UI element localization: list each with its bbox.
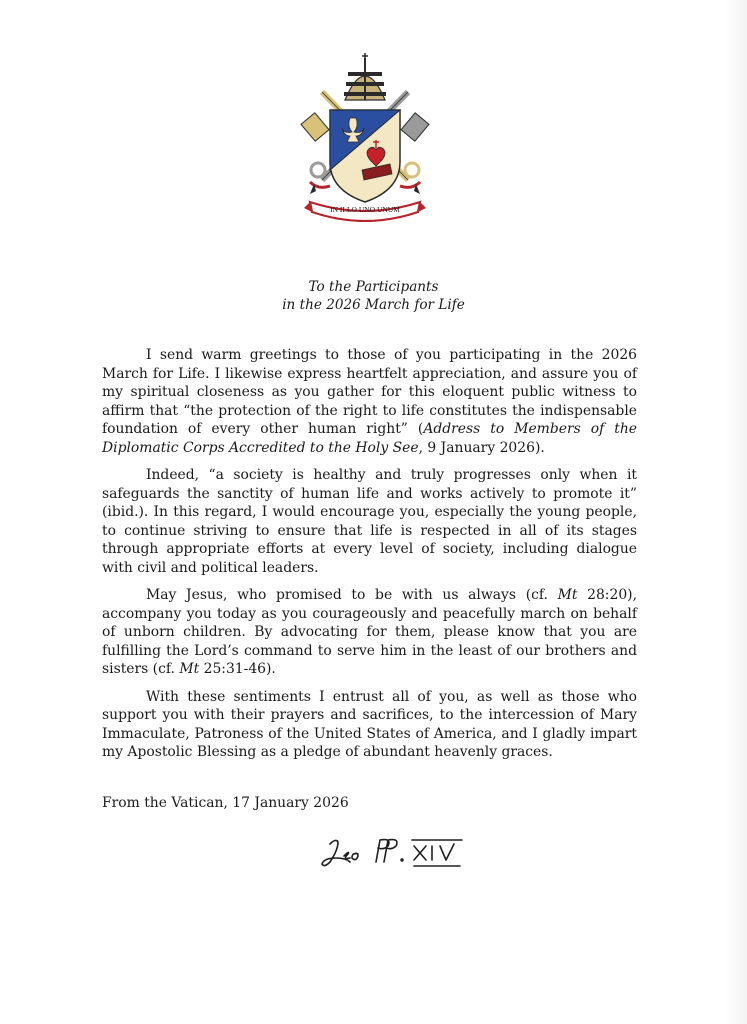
paragraph-4: With these sentiments I entrust all of you, as well as those who support you with their prayers and sacrifices, to the intercession of Mary Immaculate, Patroness of the United States of America, and I gladly impart my Apostolic Blessing as a pledge of abundant heavenly graces. xyxy=(102,688,637,760)
paragraph-1 xyxy=(102,346,637,457)
closing-date-line: From the Vatican, 17 January 2026 xyxy=(102,795,349,811)
letter-body xyxy=(102,346,637,771)
motto-ribbon xyxy=(304,202,426,221)
paragraph-2: Indeed, “a society is healthy and truly progresses only when it safeguards the sanctity of human life and works actively to promote it” (ibid.). In this regard, I would encourage you, especially the young people, to continue striving to ensure that life is respected in all of its stages through appropriate efforts at every level of society, including dialogue with civil and political leaders. xyxy=(102,467,637,576)
paragraph-1-text-end: , 9 January 2026). xyxy=(418,439,545,456)
addressee-line-1: To the Participants xyxy=(308,279,439,295)
signature-strokes xyxy=(322,840,462,866)
papal-coat-of-arms xyxy=(300,52,430,222)
paragraph-3-text-end: 25:31-46). xyxy=(199,661,276,677)
signature xyxy=(318,832,470,874)
motto-text: IN ILLO UNO UNUM xyxy=(330,205,400,214)
paragraph-3-text: May Jesus, who promised to be with us always (cf. xyxy=(146,587,558,603)
addressee-block xyxy=(0,279,747,314)
paragraph-3-ref-2: Mt xyxy=(179,661,200,677)
paragraph-1-text: I send warm greetings to those of you participating in the 2026 March for Life. I likewise express heartfelt appreciation, and assure you of my spiritual closeness as you gather for this eloquent public witness to affirm that “the protection of the right to life constitutes the indispensable foundation of every other human right” ( xyxy=(102,347,637,437)
paragraph-3 xyxy=(102,586,637,679)
paragraph-3-text-mid: 28:20), accompany you today as you courageously and peacefully march on behalf of unborn children. By advocating for them, please know that you are fulfilling the Lord’s command to serve him in the least of our brothers and sisters (cf. xyxy=(102,587,637,677)
paragraph-1-cited-title: Address to Members of the Diplomatic Corps Accredited to the Holy See xyxy=(102,421,637,456)
paragraph-3-ref-1: Mt xyxy=(557,587,578,603)
addressee-line-2: in the 2026 March for Life xyxy=(282,296,465,313)
mitre-icon xyxy=(344,53,386,100)
shield-icon xyxy=(330,110,400,202)
